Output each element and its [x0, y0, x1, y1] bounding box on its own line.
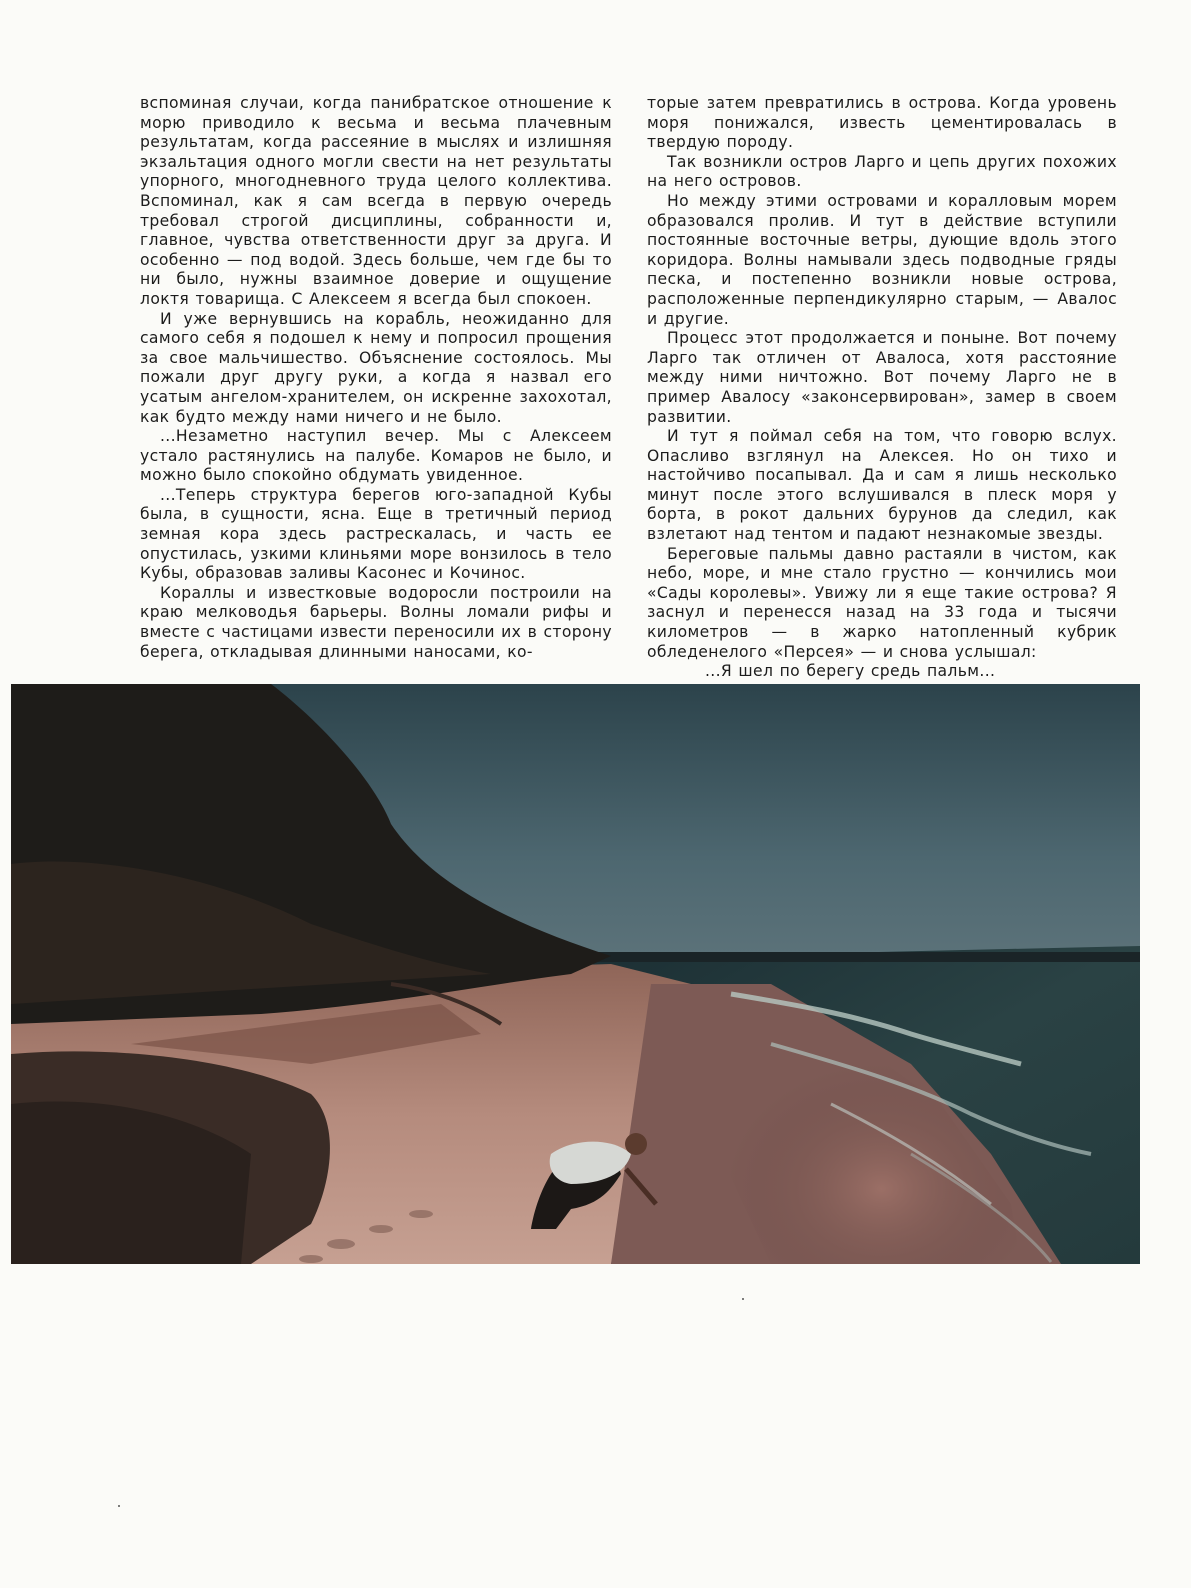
paragraph: ...Незаметно наступил вечер. Мы с Алексеем устало растянулись на палубе. Комаров не было, и можно было спокойно обдумать увиденное.	[140, 427, 612, 485]
print-speck	[742, 1298, 744, 1300]
article-column-left	[140, 94, 612, 662]
paragraph: вспоминая случаи, когда панибратское отношение к морю приводило к весьма и весьма плачевным результатам, когда рассеяние в мыслях и излишняя экзальтация одного могли свести на нет результаты упорного, многодневного труда целого коллектива. Вспоминал, как я сам всегда в первую очередь требовал строгой дисциплины, собранности и, главное, чувства ответственности друг за друга. И особенно — под водой. Здесь больше, чем где бы то ни было, нужны взаимное доверие и ощущение локтя товарища. С Алексеем я всегда был спокоен.	[140, 94, 612, 308]
article-column-right	[647, 94, 1117, 682]
paragraph: Береговые пальмы давно растаяли в чистом, как небо, море, и мне стало грустно — кончились мои «Сады королевы». Увижу ли я еще такие острова? Я заснул и перенесся назад на 33 года и тысячи километров — в жарко натопленный кубрик обледенелого «Персея» — и снова услышал:	[647, 544, 1117, 661]
beach-shore-photo	[11, 684, 1140, 1264]
paragraph: Процесс этот продолжается и поныне. Вот почему Ларго так отличен от Авалоса, хотя расстояние между ними ничтожно. Вот почему Ларго не в пример Авалосу «законсервирован», замер в своем развитии.	[647, 329, 1117, 426]
paragraph: Так возникли остров Ларго и цепь других похожих на него островов.	[647, 152, 1117, 191]
paragraph: И уже вернувшись на корабль, неожиданно для самого себя я подошел к нему и попросил прощения за свое мальчишество. Объяснение состоялось. Мы пожали друг другу руки, а когда я назвал его усатым ангелом-хранителем, он искренне захохотал, как будто между нами ничего и не было.	[140, 309, 612, 426]
print-speck	[118, 1505, 120, 1507]
paragraph: Кораллы и известковые водоросли построили на краю мелководья барьеры. Волны ломали рифы и вместе с частицами извести переносили их в сторону берега, откладывая длинными наносами, ко-	[140, 583, 612, 661]
paragraph: И тут я поймал себя на том, что говорю вслух. Опасливо взглянул на Алексея. Но он тихо и настойчиво посапывал. Да и сам я лишь несколько минут после этого вслушивался в плеск моря у борта, в рокот дальних бурунов да следил, как взлетают над тентом и падают незнакомые звезды.	[647, 427, 1117, 544]
paragraph: Но между этими островами и коралловым морем образовался пролив. И тут в действие вступили постоянные восточные ветры, дующие вдоль этого коридора. Волны намывали здесь подводные гряды песка, и постепенно возникли новые острова, расположенные перпендикулярно старым, — Авалос и другие.	[647, 191, 1117, 328]
verse-line: ...Я шел по берегу средь пальм...	[705, 662, 996, 681]
photo-illustration	[11, 684, 1140, 1264]
paragraph: торые затем превратились в острова. Когда уровень моря понижался, известь цементировалась в твердую породу.	[647, 94, 1117, 152]
paragraph: ...Теперь структура берегов юго-западной Кубы была, в сущности, ясна. Еще в третичный период земная кора здесь растрескалась, и часть ее опустилась, узкими клиньями море вонзилось в тело Кубы, образовав заливы Касонес и Кочинос.	[140, 485, 612, 583]
